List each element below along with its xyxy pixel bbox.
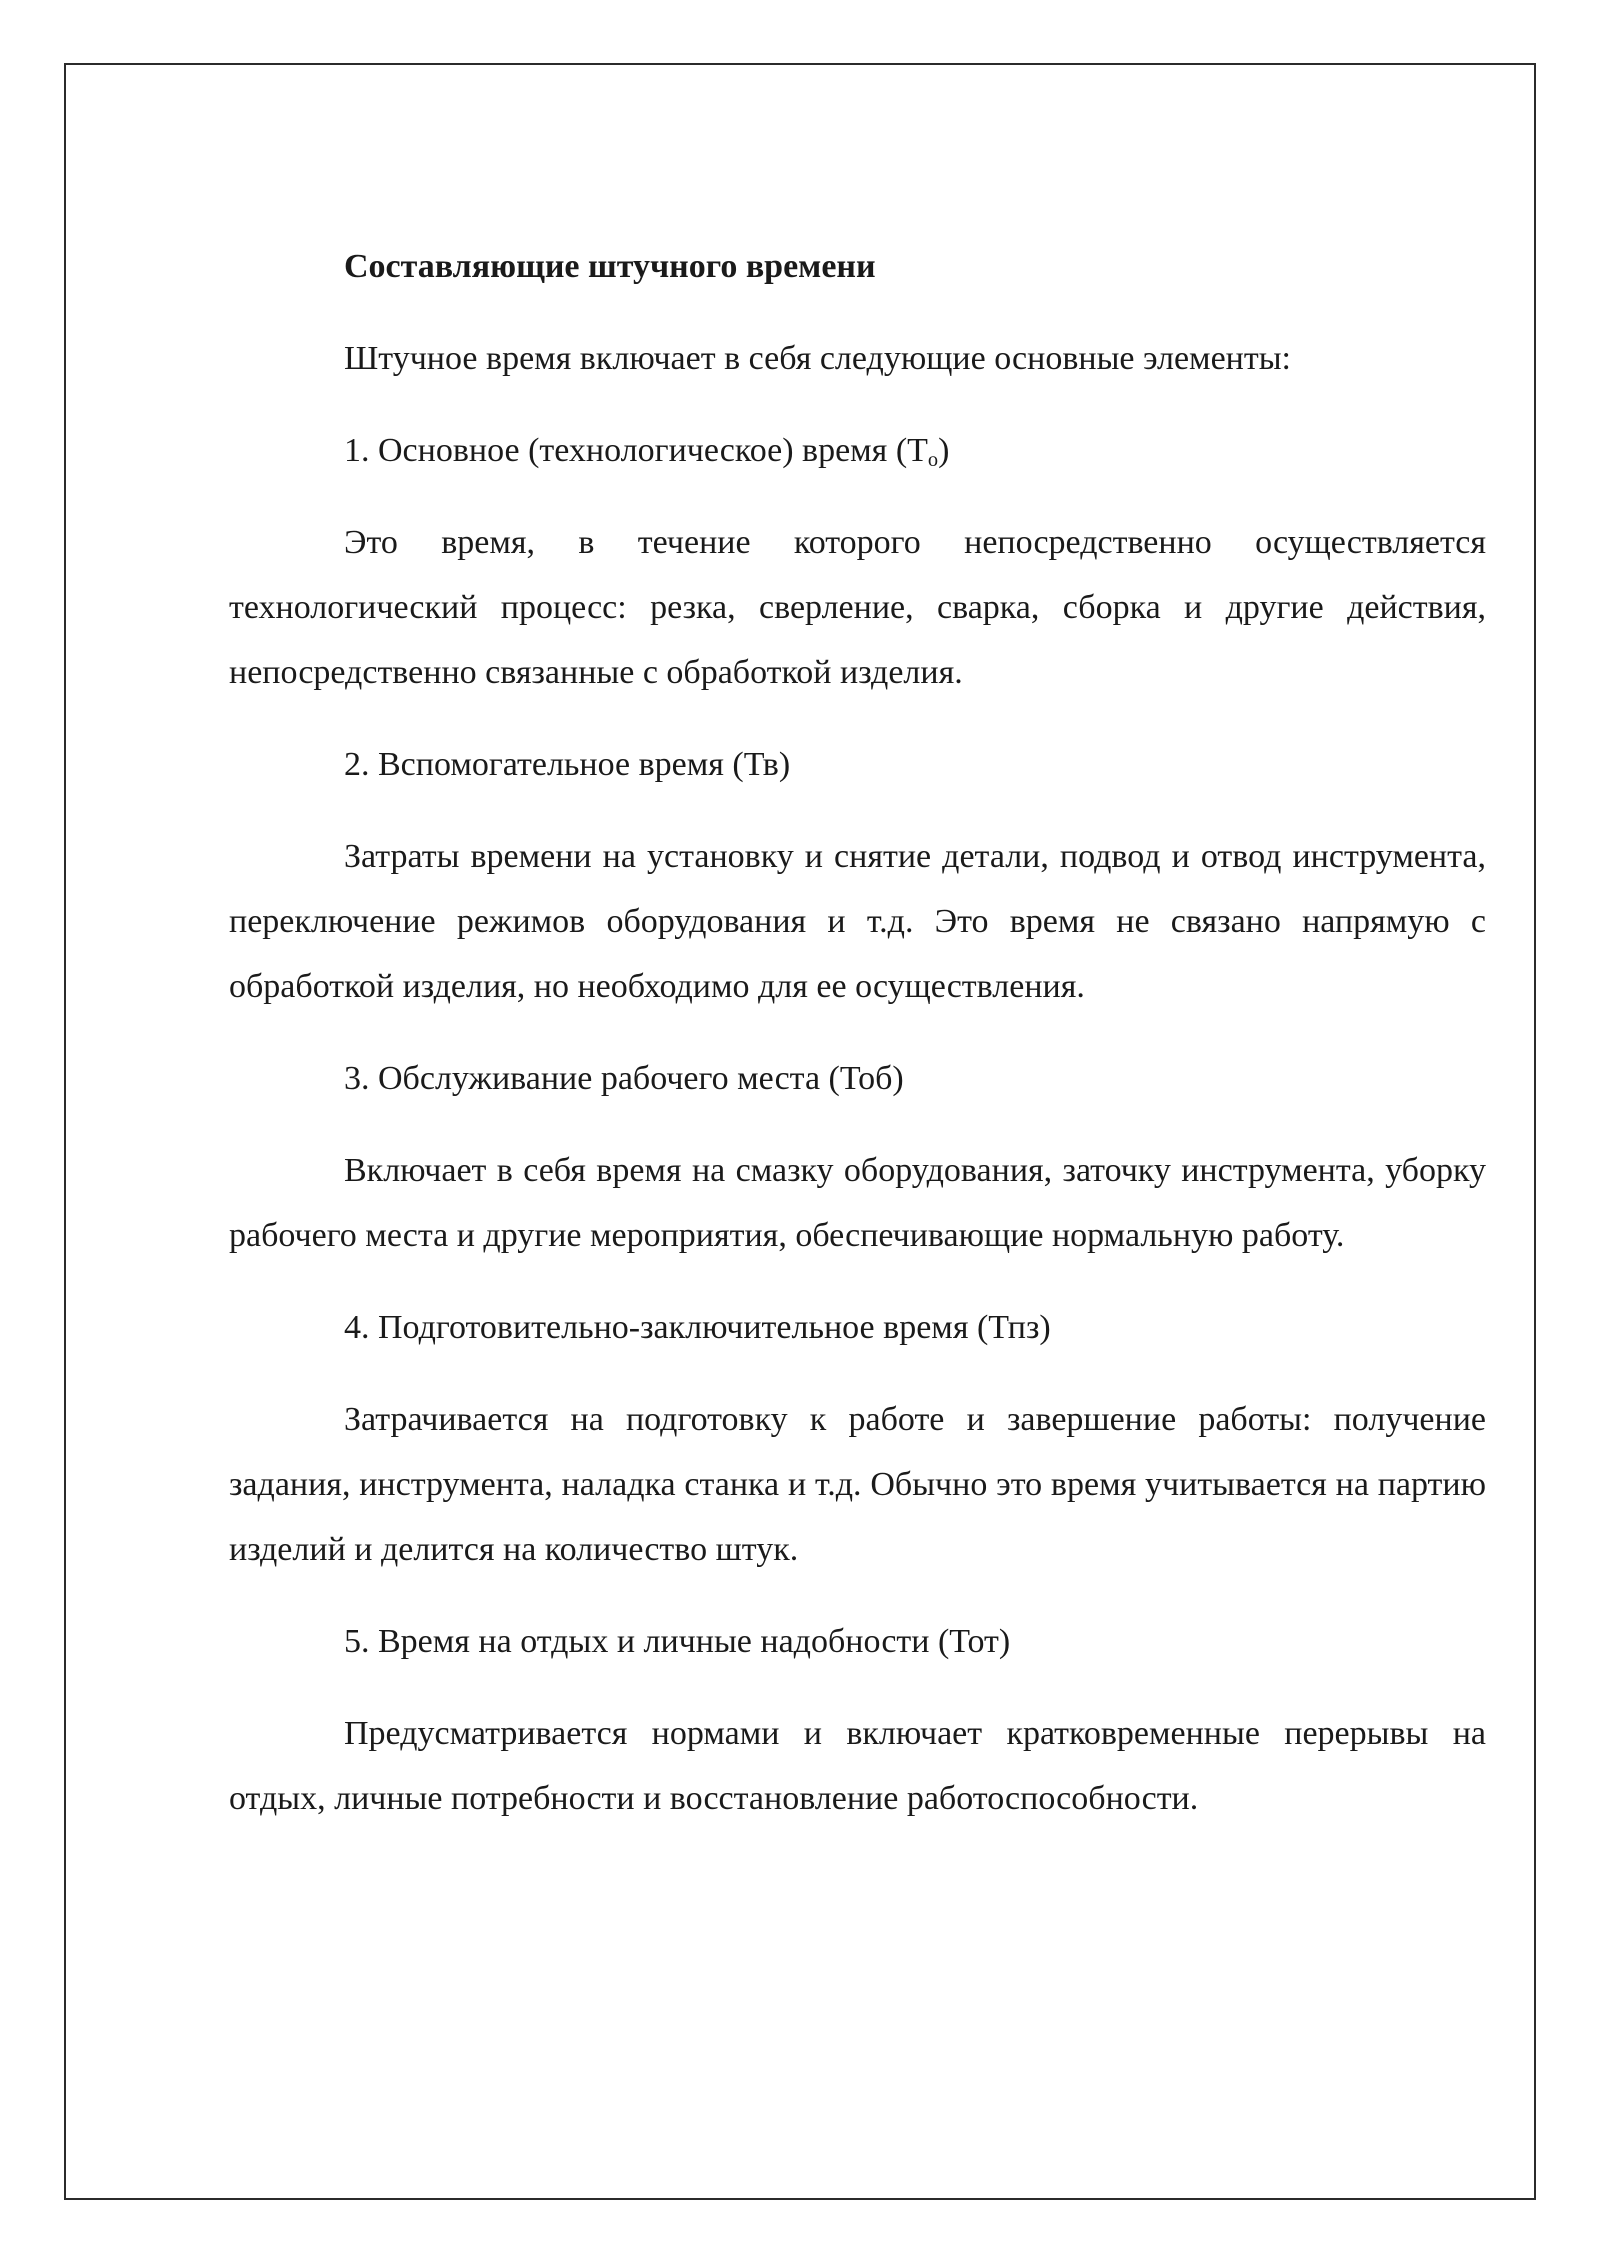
section-2-body: Затраты времени на установку и снятие детали, подвод и отвод инструмента, переключение режимов оборудования и т.д. Это время не связано напрямую с обработкой изделия, но необходимо для ее осуществления.	[229, 838, 1486, 1005]
section-5-body: Предусматривается нормами и включает кратковременные перерывы на отдых, личные потребности и восстановление работоспособности.	[229, 1715, 1486, 1817]
document-heading: Составляющие штучного времени	[344, 248, 876, 285]
section-1-body: Это время, в течение которого непосредственно осуществляется технологический процесс: резка, сверление, сварка, сборка и другие действия, непосредственно связанные с обработкой изделия.	[229, 524, 1486, 691]
section-4-title: 4. Подготовительно-заключительное время (Тпз)	[344, 1309, 1051, 1346]
section-1-title-subscript: о	[927, 449, 939, 472]
document-body	[229, 234, 1486, 1858]
section-1-title-end: )	[938, 432, 950, 469]
section-2-title: 2. Вспомогательное время (Тв)	[344, 746, 791, 783]
section-3-title: 3. Обслуживание рабочего места (Тоб)	[344, 1060, 904, 1097]
section-4-body: Затрачивается на подготовку к работе и завершение работы: получение задания, инструмента, наладка станка и т.д. Обычно это время учитывается на партию изделий и делится на количество штук.	[229, 1401, 1486, 1568]
section-1-title	[229, 418, 1486, 483]
section-1-title-text: 1. Основное (технологическое) время (Т	[344, 432, 928, 469]
section-3-body: Включает в себя время на смазку оборудования, заточку инструмента, уборку рабочего места и другие мероприятия, обеспечивающие нормальную работу.	[229, 1152, 1486, 1254]
section-5-title: 5. Время на отдых и личные надобности (Тот)	[344, 1623, 1011, 1660]
intro-paragraph: Штучное время включает в себя следующие основные элементы:	[344, 340, 1292, 377]
